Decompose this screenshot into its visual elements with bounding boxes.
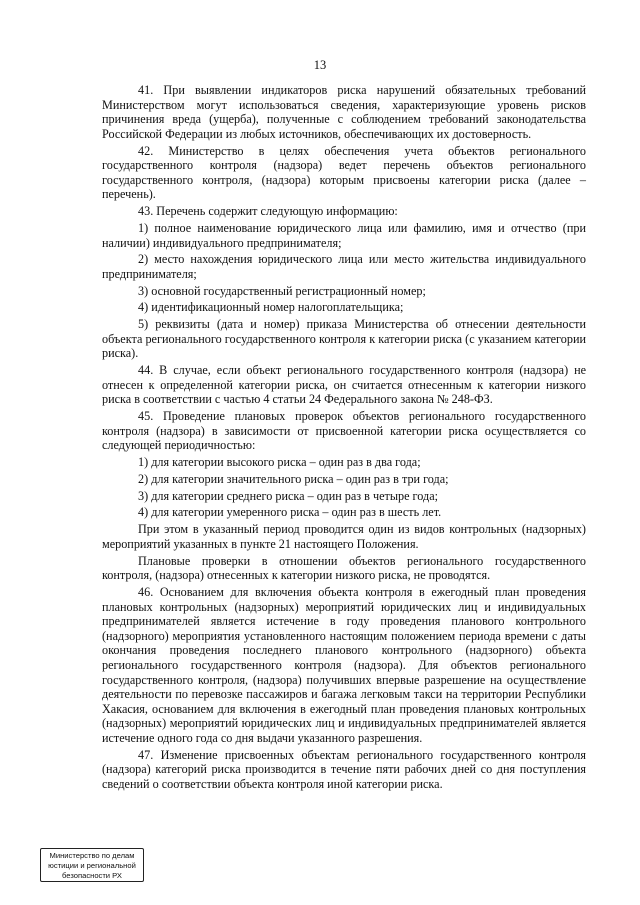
stamp-line: Министерство по делам: [49, 851, 135, 860]
paragraph-47: 47. Изменение присвоенных объектам регионального государственного контроля (надзора) категорий риска производится в течение пяти рабочих дней со дня поступления сведений о соответствии объекта контроля иной категории риска.: [102, 747, 586, 791]
document-body: [102, 83, 586, 792]
list-item-45-3: 3) для категории среднего риска – один раз в четыре года;: [138, 488, 438, 503]
paragraph-44: 44. В случае, если объект регионального государственного контроля (надзора) не отнесен к определенной категории риска, он считается отнесенным к категории низкого риска в соответствии с частью 4 статьи 24 Федерального закона № 248-ФЗ.: [102, 363, 586, 407]
paragraph-45: 45. Проведение плановых проверок объектов регионального государственного контроля (надзора) в зависимости от присвоенной категории риска осуществляется со следующей периодичностью:: [102, 409, 586, 453]
list-item-45-1: 1) для категории высокого риска – один раз в два года;: [138, 455, 421, 470]
list-item-43-1: 1) полное наименование юридического лица или фамилию, имя и отчество (при наличии) индивидуального предпринимателя;: [102, 220, 586, 250]
list-item-43-3: 3) основной государственный регистрационный номер;: [138, 283, 426, 298]
paragraph-43: 43. Перечень содержит следующую информацию:: [138, 204, 398, 219]
list-item-45-4: 4) для категории умеренного риска – один раз в шесть лет.: [138, 505, 442, 520]
list-item-43-2: 2) место нахождения юридического лица или место жительства индивидуального предпринимателя;: [102, 252, 586, 281]
stamp-line: безопасности РХ: [62, 871, 122, 880]
ministry-stamp: [40, 848, 144, 882]
stamp-line: юстиции и региональной: [48, 861, 136, 870]
list-item-43-4: 4) идентификационный номер налогоплательщика;: [138, 300, 404, 315]
list-item-43-5: 5) реквизиты (дата и номер) приказа Министерства об отнесении деятельности объекта регионального государственного контроля к категории риска (с указанием категории риска).: [102, 317, 586, 361]
page-number: 13: [313, 58, 327, 72]
paragraph-41: 41. При выявлении индикаторов риска нарушений обязательных требований Министерством могут использоваться сведения, характеризующие уровень рисков причинения вреда (ущерба), полученные с соблюдением требований законодательства Российской Федерации из любых источников, обеспечивающих их достоверность.: [102, 83, 586, 141]
paragraph-45-note: При этом в указанный период проводится один из видов контрольных (надзорных) мероприятий указанных в пункте 21 настоящего Положения.: [102, 522, 586, 551]
paragraph-42: 42. Министерство в целях обеспечения учета объектов регионального государственного контроля (надзора) ведет перечень объектов регионального государственного контроля, (надзора) которым присвоены категории риска (далее – перечень).: [102, 143, 586, 202]
list-item-45-2: 2) для категории значительного риска – один раз в три года;: [138, 471, 449, 486]
paragraph-45-low-risk: Плановые проверки в отношении объектов регионального государственного контроля, (надзора) отнесенных к категории низкого риска, не проводятся.: [102, 553, 586, 583]
paragraph-46: 46. Основанием для включения объекта контроля в ежегодный план проведения плановых контрольных (надзорных) мероприятий юридических лиц и индивидуальных предпринимателей является истечение в году проведения планового контрольного (надзорного) мероприятия установленного настоящим положением периода времени с даты окончания проведения последнего планового контрольного (надзорного) объекта регионального государственного контроля (надзора). Для объектов регионального государственного контроля, (надзора) получивших впервые разрешение на осуществление деятельности по перевозке пассажиров и багажа легковым такси на территории Республики Хакасия, основанием для включения в ежегодный план проведения плановых контрольных (надзорных) мероприятий юридических лиц и индивидуальных предпринимателей является истечение одного года со дня выдачи указанного разрешения.: [102, 585, 586, 745]
